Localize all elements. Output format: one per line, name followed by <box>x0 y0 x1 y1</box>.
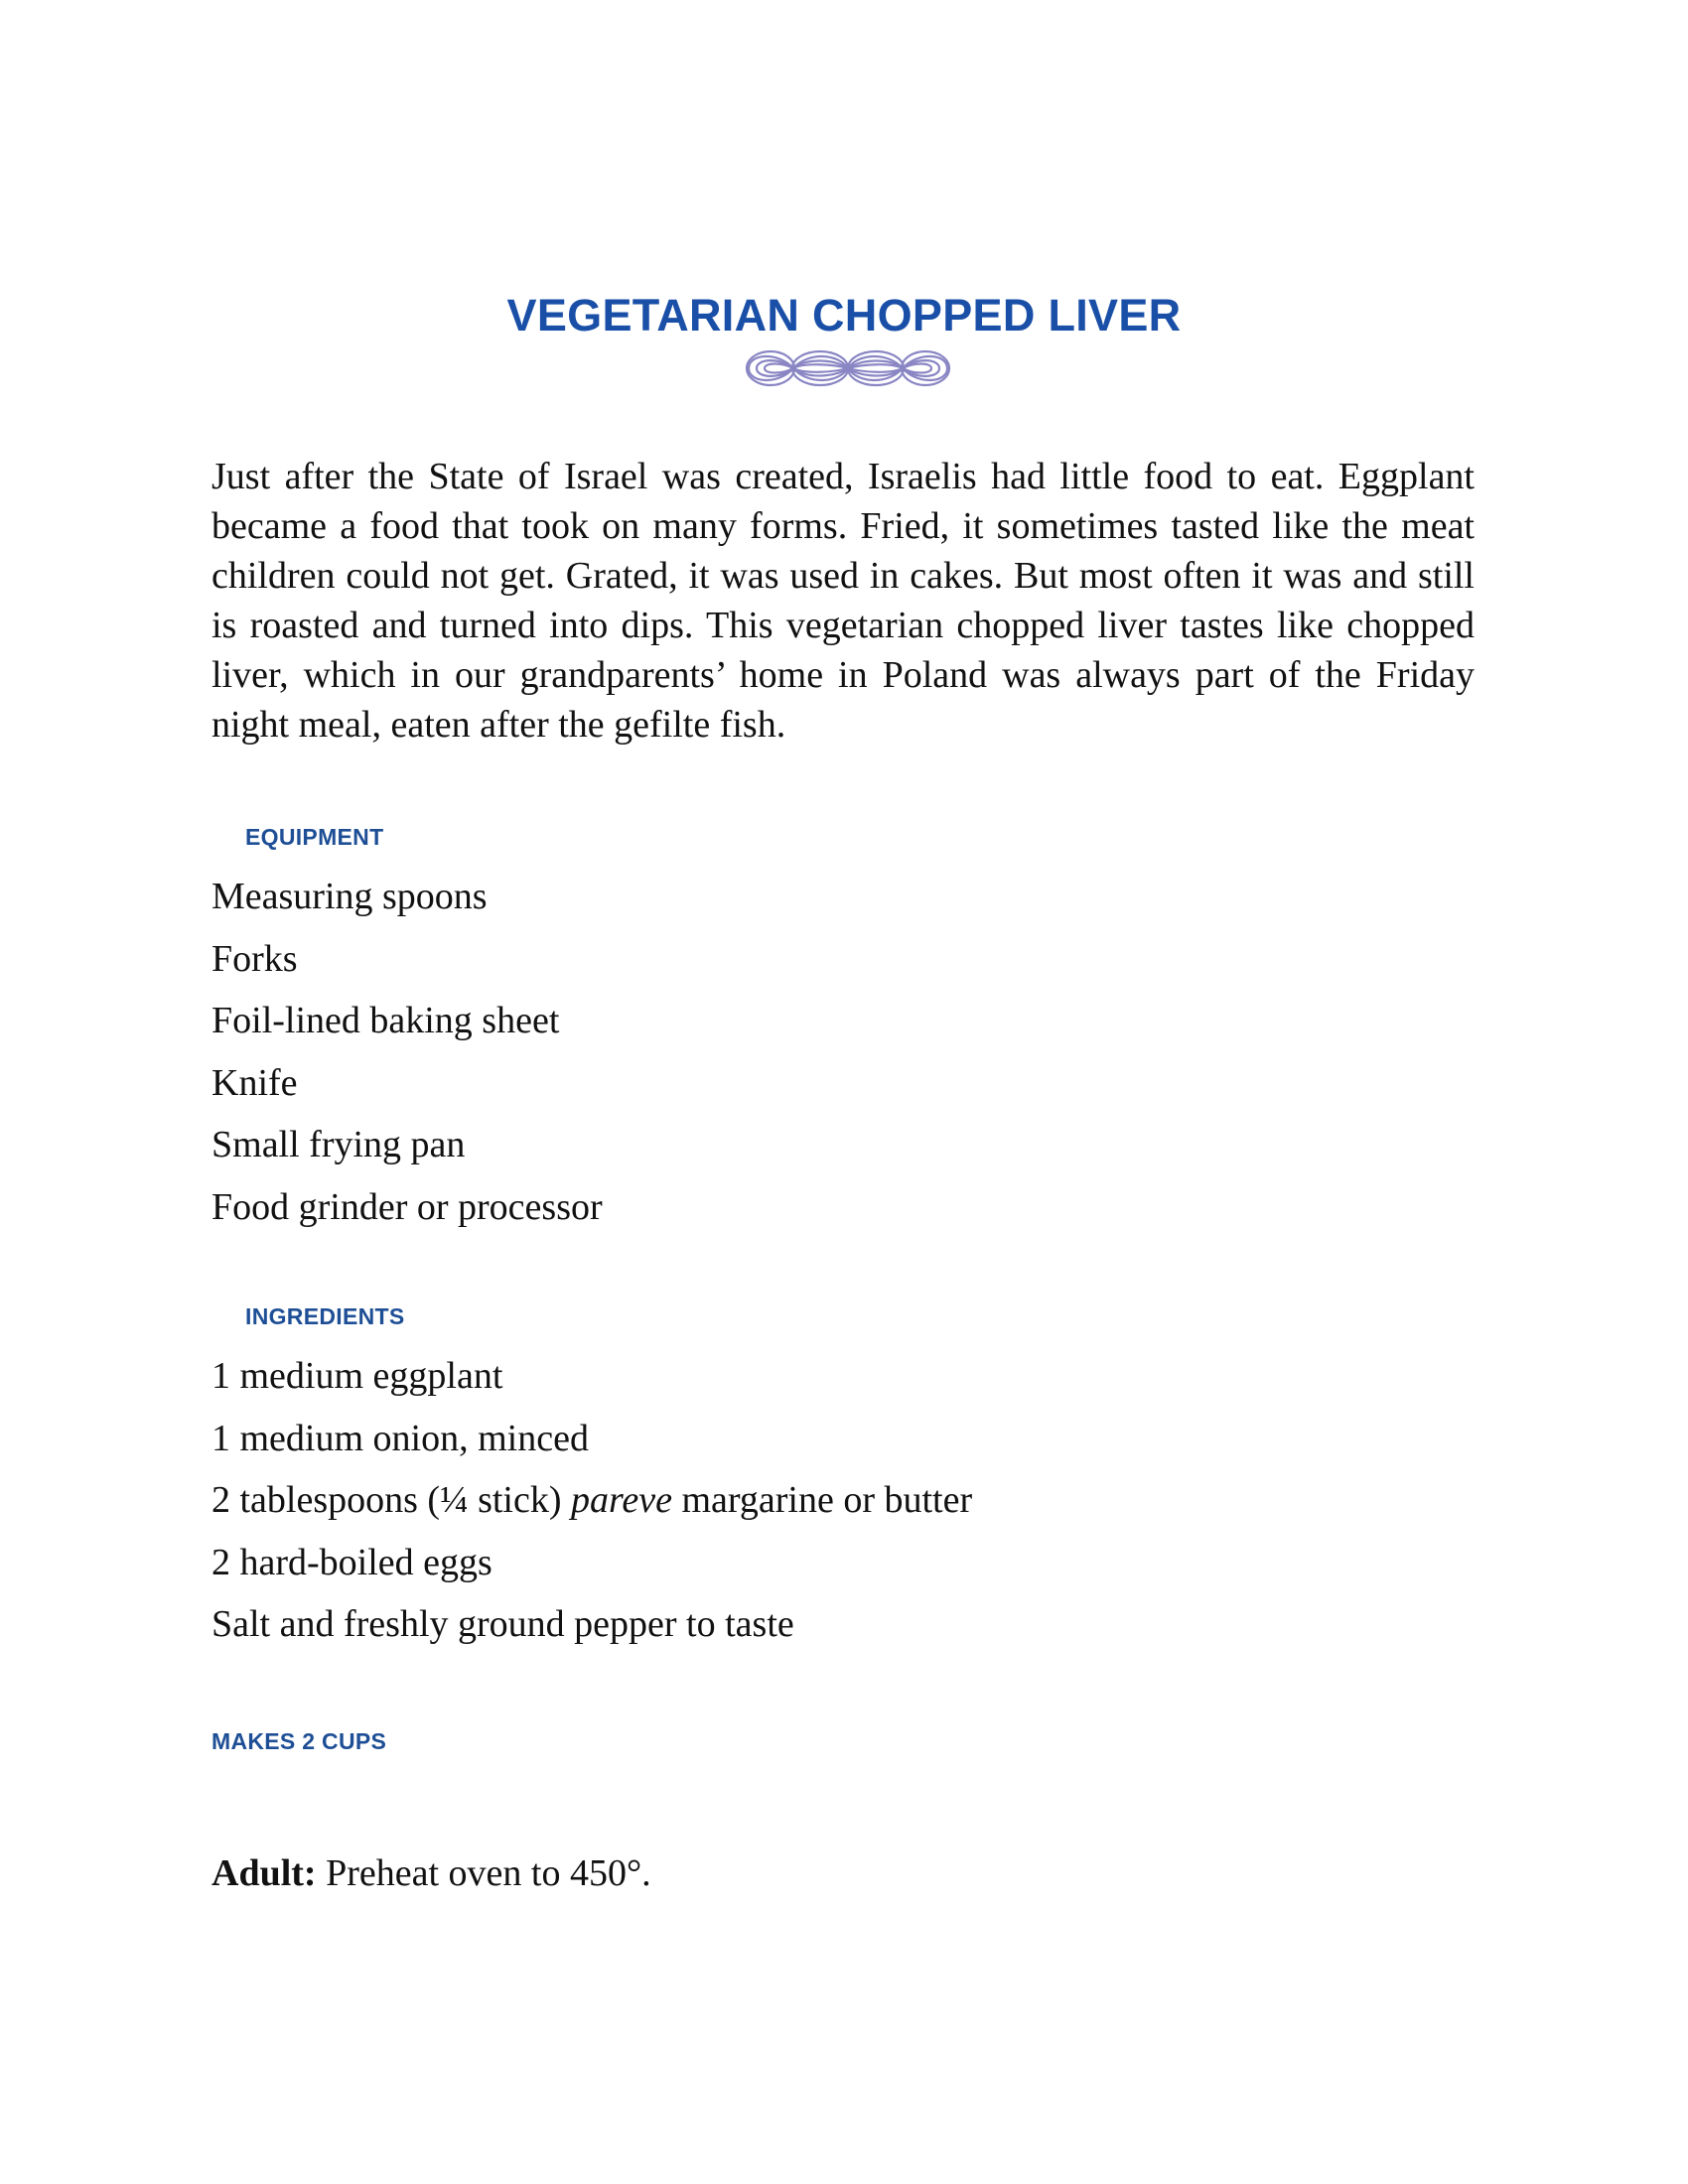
list-item: Salt and freshly ground pepper to taste <box>211 1603 794 1645</box>
ingredient-name: margarine or butter <box>672 1479 973 1521</box>
step-role-label: Adult: <box>211 1852 317 1894</box>
ingredient-emphasis: pareve <box>571 1479 672 1521</box>
ingredients-heading: INGREDIENTS <box>245 1303 405 1329</box>
yield-label: MAKES 2 CUPS <box>211 1728 387 1754</box>
equipment-list <box>211 866 603 1238</box>
list-item: Knife <box>211 1061 298 1104</box>
step-text: Preheat oven to 450°. <box>316 1852 651 1894</box>
list-item: 1 medium onion, minced <box>211 1417 589 1459</box>
list-item: 1 medium eggplant <box>211 1355 503 1397</box>
list-item: Forks <box>211 937 298 980</box>
equipment-heading: EQUIPMENT <box>245 824 384 850</box>
list-item: Foil-lined baking sheet <box>211 1000 560 1041</box>
recipe-title: VEGETARIAN CHOPPED LIVER <box>506 290 1182 341</box>
ingredients-list <box>211 1345 972 1656</box>
list-item <box>211 1469 972 1532</box>
list-item: 2 hard-boiled eggs <box>211 1541 492 1583</box>
list-item: Measuring spoons <box>211 876 488 917</box>
ingredient-amount: 2 tablespoons (¼ stick) <box>211 1479 572 1521</box>
list-item: Small frying pan <box>211 1124 466 1165</box>
instruction-step <box>211 1848 651 1898</box>
intro-paragraph: Just after the State of Israel was created, Israelis had little food to eat. Eggplant became a food that took on many forms. Fried, it sometimes tasted like the meat children could not get. Grated, it was used in cakes. But most often it was and still is roasted and turned into dips. This vegetarian chopped liver tastes like chopped liver, which in our grandparents’ home in Poland was always part of the Friday night meal, eaten after the gefilte fish. <box>211 456 1475 746</box>
braided-rope-ornament-icon <box>739 343 957 393</box>
list-item: Food grinder or processor <box>211 1185 603 1228</box>
